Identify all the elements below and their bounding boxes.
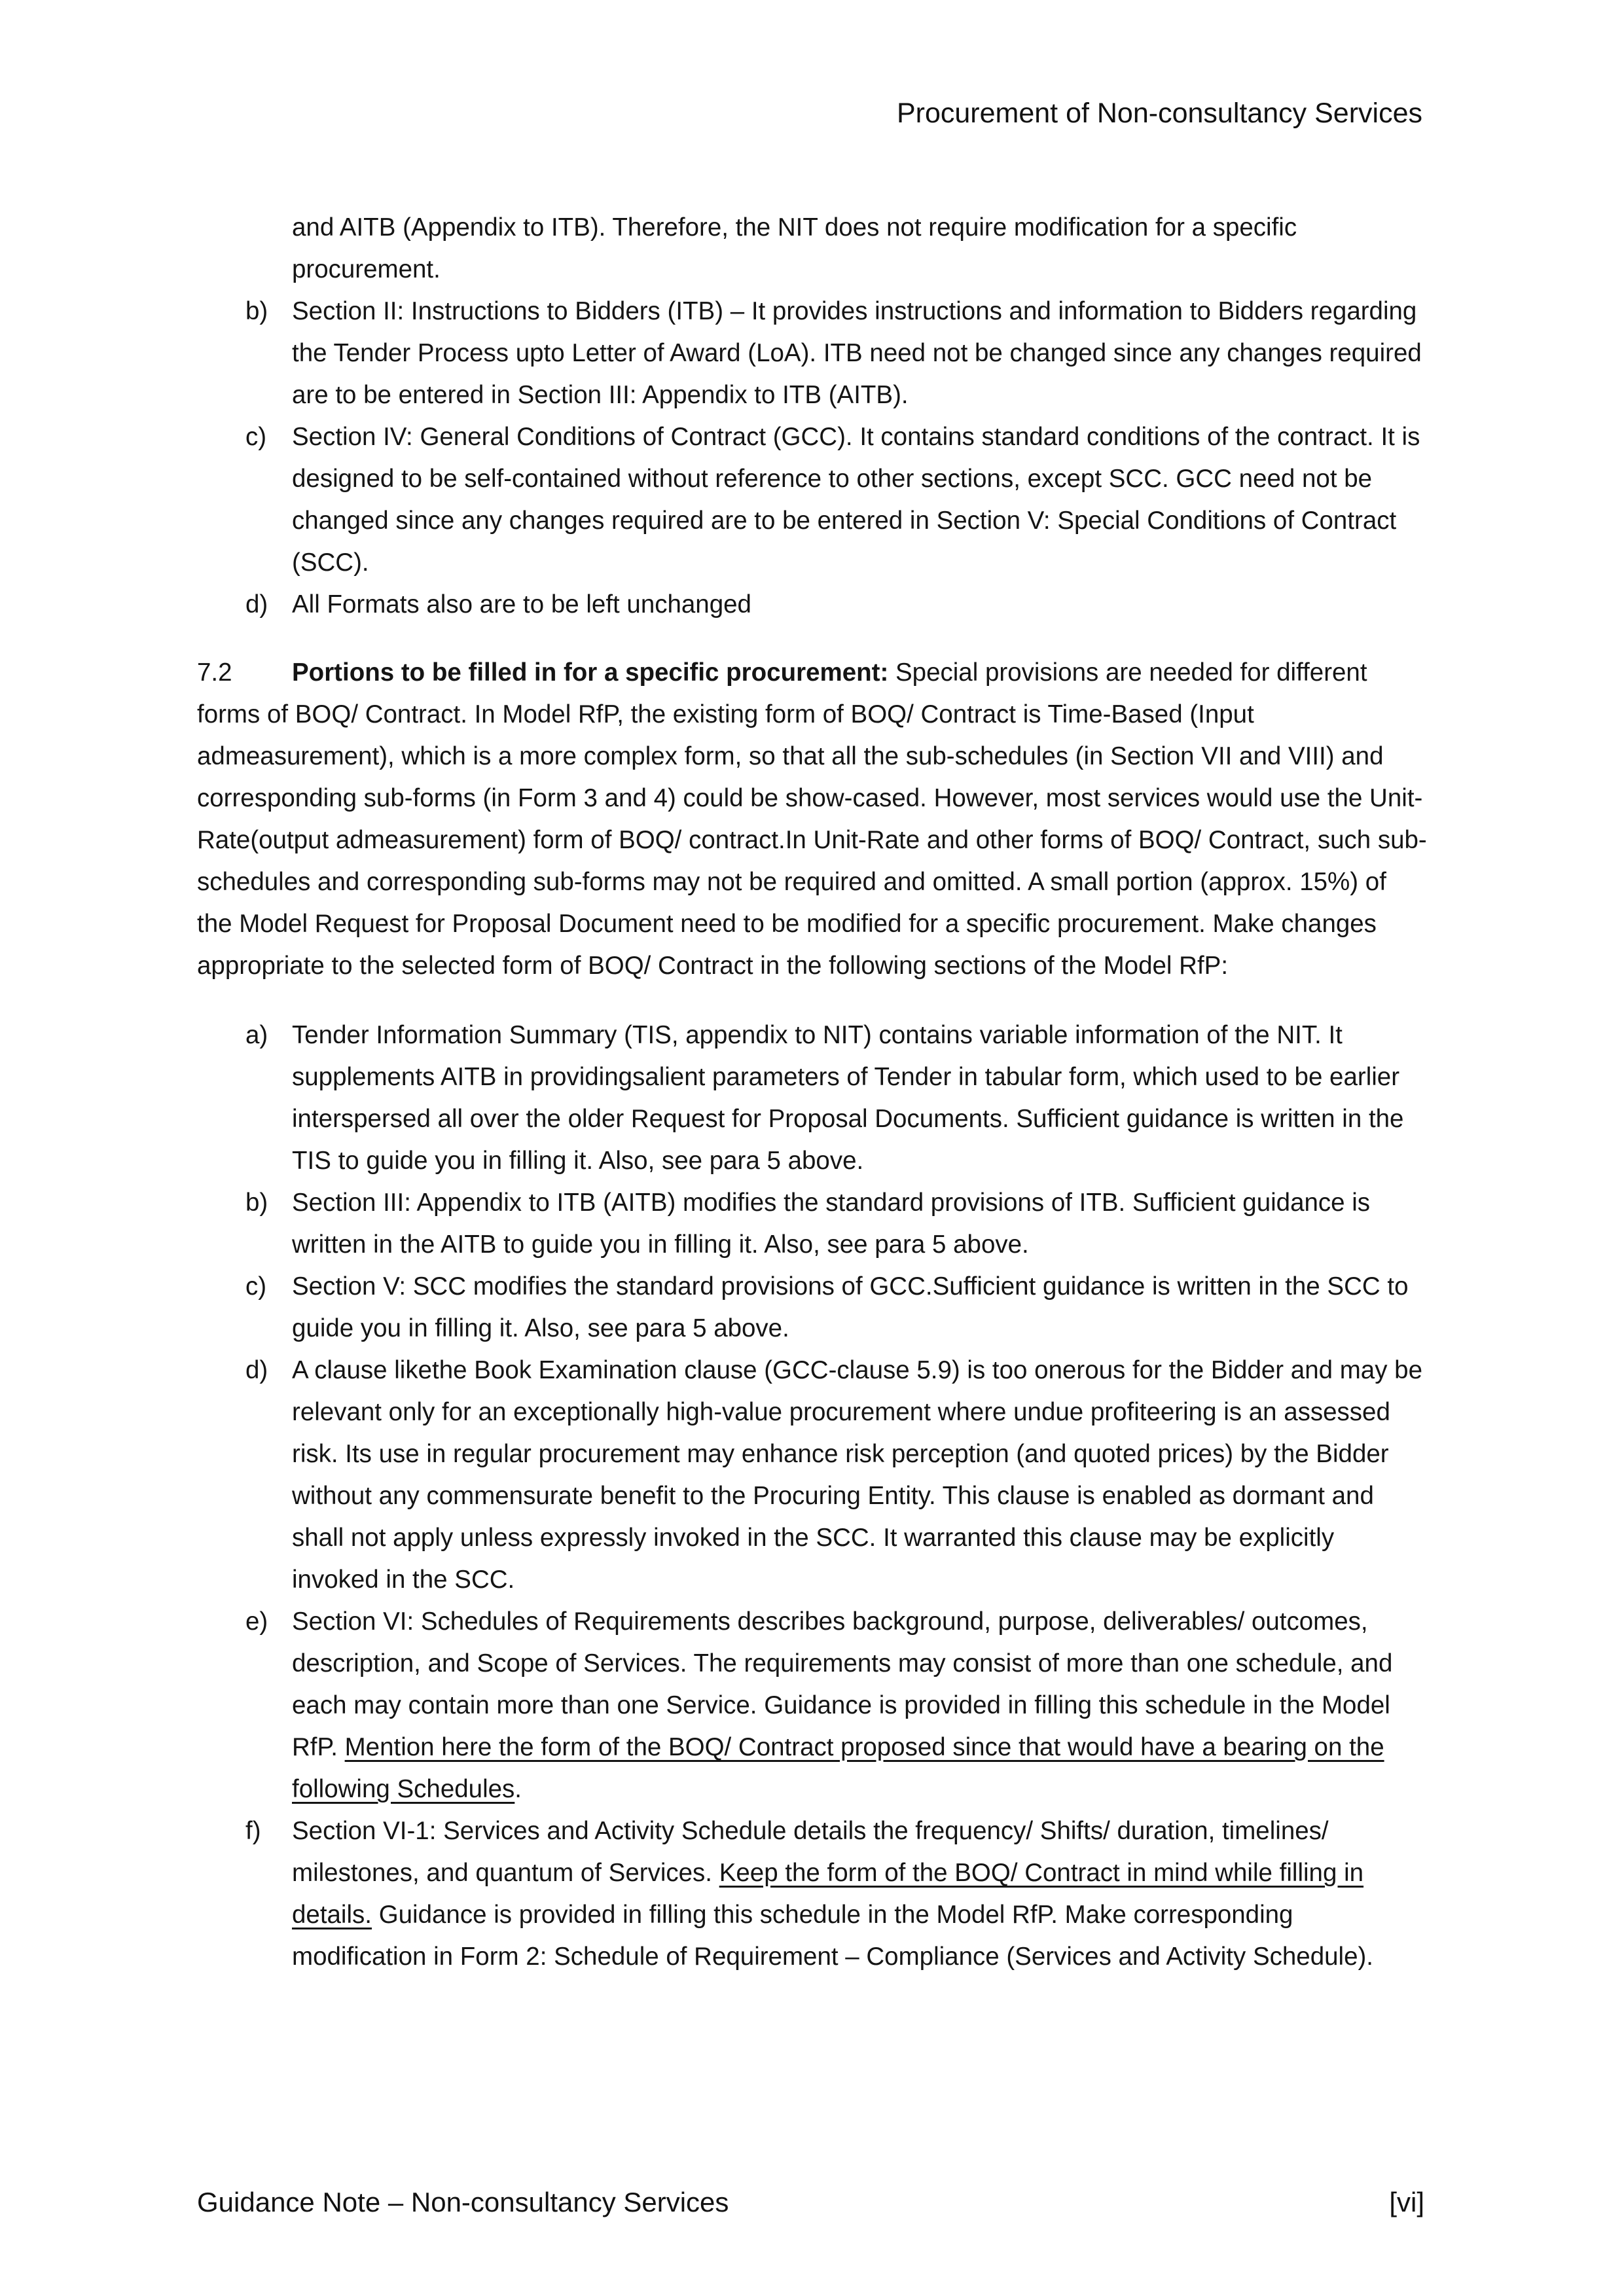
list-marker: e) [245, 1607, 268, 1636]
list-marker: d) [245, 1356, 268, 1384]
page-footer [197, 2186, 1424, 2219]
list-item-text-plain: Guidance is provided in filling this schedule in the Model RfP. Make corresponding modification in Form 2: Schedule of Requirement – Compliance (Services and Activity Schedule). [292, 1901, 1374, 1971]
list-item [197, 1266, 1428, 1350]
list-marker: d) [245, 590, 268, 619]
list-item [197, 1182, 1428, 1266]
list-item [197, 1350, 1428, 1601]
underlined-text: Keep the form of the BOQ/ Contract in mind while filling in details. [292, 1859, 1364, 1929]
list-item [197, 207, 1428, 291]
list-item-text: and AITB (Appendix to ITB). Therefore, the NIT does not require modification for a specific procurement. [292, 213, 1297, 283]
underlined-text: Mention here the form of the BOQ/ Contract proposed since that would have a bearing on the following Schedules [292, 1733, 1384, 1803]
list-marker: b) [245, 297, 268, 325]
paragraph-7-2 [197, 652, 1428, 987]
footer-document-title: Guidance Note – Non-consultancy Services [197, 2187, 729, 2217]
paragraph-bold-lead: Portions to be filled in for a specific procurement: [292, 658, 889, 687]
list-item-text [292, 1817, 1373, 1971]
list-item [197, 1810, 1428, 1978]
list-marker: a) [245, 1021, 268, 1049]
footer-page-number: [vi] [1389, 2187, 1424, 2217]
list-item-text: Section IV: General Conditions of Contract (GCC). It contains standard conditions of the contract. It is designed to be self-contained without reference to other sections, except SCC. GCC need not be changed since any changes required are to be entered in Section V: Special Conditions of Contract (SCC). [292, 423, 1420, 577]
list-item-text: All Formats also are to be left unchanged [292, 590, 751, 619]
list-item [197, 1014, 1428, 1182]
list-marker: f) [245, 1817, 261, 1845]
list-item-text: Section V: SCC modifies the standard provisions of GCC.Sufficient guidance is written in the SCC to guide you in filling it. Also, see para 5 above. [292, 1272, 1409, 1342]
list-item [197, 1601, 1428, 1810]
document-body [197, 207, 1428, 1978]
paragraph-number: 7.2 [197, 658, 232, 687]
list-marker: c) [245, 1272, 267, 1300]
list-item-text-plain: Section VI: Schedules of Requirements describes background, purpose, deliverables/ outcomes, description, and Scope of Services. The requirements may consist of more than one schedule, and each may contain more than one Service. Guidance is provided in filling this schedule in the Model RfP. [292, 1607, 1393, 1761]
list-item [197, 584, 1428, 626]
list-item-text: Section III: Appendix to ITB (AITB) modifies the standard provisions of ITB. Sufficient guidance is written in the AITB to guide you in filling it. Also, see para 5 above. [292, 1189, 1371, 1259]
list-marker: c) [245, 423, 267, 451]
list-item-text [292, 1607, 1392, 1803]
list-item-text-plain: . [514, 1775, 522, 1803]
list-item [197, 291, 1428, 416]
paragraph-text: Special provisions are needed for different forms of BOQ/ Contract. In Model RfP, the existing form of BOQ/ Contract is Time-Based (Input admeasurement), which is a more complex form, so that all the sub-schedules (in Section VII and VIII) and corresponding sub-forms (in Form 3 and 4) could be show-cased. However, most services would use the Unit-Rate(output admeasurement) form of BOQ/ contract.In Unit-Rate and other forms of BOQ/ Contract, such sub-schedules and corresponding sub-forms may not be required and omitted. A small portion (approx. 15%) of the Model Request for Proposal Document need to be modified for a specific procurement. Make changes appropriate to the selected form of BOQ/ Contract in the following sections of the Model RfP: [197, 658, 1427, 980]
list-item-text-plain: Section VI-1: Services and Activity Schedule details the frequency/ Shifts/ duration, timelines/ milestones, and quantum of Services. [292, 1817, 1329, 1887]
lettered-list-sections-unchanged [197, 207, 1428, 626]
lettered-list-sections-to-fill [197, 1014, 1428, 1978]
list-marker: b) [245, 1189, 268, 1217]
list-item-text: Tender Information Summary (TIS, appendix to NIT) contains variable information of the NIT. It supplements AITB in providingsalient parameters of Tender in tabular form, which used to be earlier interspersed all over the older Request for Proposal Documents. Sufficient guidance is written in the TIS to guide you in filling it. Also, see para 5 above. [292, 1021, 1404, 1175]
list-item [197, 416, 1428, 584]
running-header: Procurement of Non-consultancy Services [896, 98, 1422, 129]
list-item-text: Section II: Instructions to Bidders (ITB) – It provides instructions and information to Bidders regarding the Tender Process upto Letter of Award (LoA). ITB need not be changed since any changes required are to be entered in Section III: Appendix to ITB (AITB). [292, 297, 1422, 409]
list-item-text: A clause likethe Book Examination clause (GCC-clause 5.9) is too onerous for the Bidder and may be relevant only for an exceptionally high-value procurement where undue profiteering is an assessed risk. Its use in regular procurement may enhance risk perception (and quoted prices) by the Bidder without any commensurate benefit to the Procuring Entity. This clause is enabled as dormant and shall not apply unless expressly invoked in the SCC. It warranted this clause may be explicitly invoked in the SCC. [292, 1356, 1422, 1594]
